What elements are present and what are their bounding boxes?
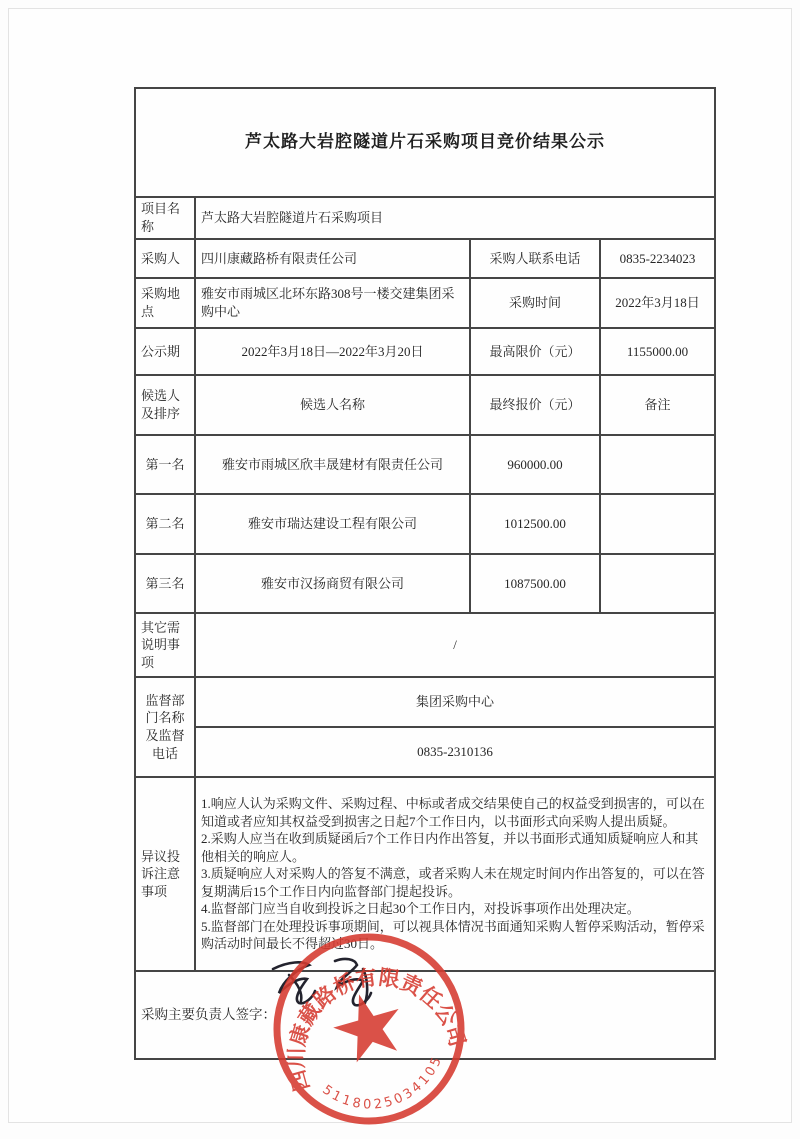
other-notes-value: / xyxy=(195,613,715,677)
title-row xyxy=(135,88,715,197)
max-price-label: 最高限价（元） xyxy=(470,328,600,375)
candidate-price: 1087500.00 xyxy=(470,554,600,613)
buyer-phone-value: 0835-2234023 xyxy=(600,239,715,278)
publicity-label: 公示期 xyxy=(135,328,195,375)
candidate-remark xyxy=(600,554,715,613)
supervision-row-1 xyxy=(135,677,715,727)
location-row xyxy=(135,278,715,328)
supervision-label: 监督部门名称及监督电话 xyxy=(135,677,195,777)
candidate-name: 雅安市雨城区欣丰晟建材有限责任公司 xyxy=(195,435,470,494)
candidate-name: 雅安市瑞达建设工程有限公司 xyxy=(195,494,470,554)
candidate-remark xyxy=(600,494,715,554)
project-name-value: 芦太路大岩腔隧道片石采购项目 xyxy=(195,197,715,239)
buyer-phone-label: 采购人联系电话 xyxy=(470,239,600,278)
buyer-value: 四川康藏路桥有限责任公司 xyxy=(195,239,470,278)
seal-number-text: 5118025034105 xyxy=(319,1052,446,1113)
candidate-row-2 xyxy=(135,494,715,554)
scanned-page xyxy=(8,8,792,1123)
other-notes-row xyxy=(135,613,715,677)
supervision-phone: 0835-2310136 xyxy=(195,727,715,777)
max-price-value: 1155000.00 xyxy=(600,328,715,375)
company-seal xyxy=(264,924,474,1134)
seal-graphic xyxy=(264,924,474,1134)
candidate-header-row xyxy=(135,375,715,435)
candidate-rank-header: 候选人及排序 xyxy=(135,375,195,435)
notice-item: 4.监督部门应当自收到投诉之日起30个工作日内，对投诉事项作出处理决定。 xyxy=(201,901,640,917)
candidate-name-header: 候选人名称 xyxy=(195,375,470,435)
procurement-result-table xyxy=(134,87,716,1060)
candidate-rank: 第一名 xyxy=(135,435,195,494)
notice-item: 1.响应人认为采购文件、采购过程、中标或者成交结果使自己的权益受到损害的，可以在知道或者应知其权益受到损害之日起7个工作日内，以书面形式向采购人提出质疑。 xyxy=(201,796,705,829)
location-label: 采购地点 xyxy=(135,278,195,328)
project-name-label: 项目名称 xyxy=(135,197,195,239)
notice-item: 5.监督部门在处理投诉事项期间，可以视具体情况书面通知采购人暂停采购活动，暂停采购活动时间最长不得超过30日。 xyxy=(201,918,705,952)
location-value: 雅安市雨城区北环东路308号一楼交建集团采购中心 xyxy=(195,278,470,328)
document-title: 芦太路大岩腔隧道片石采购项目竞价结果公示 xyxy=(245,132,605,152)
time-label: 采购时间 xyxy=(470,278,600,328)
notice-item: 3.质疑响应人对采购人的答复不满意，或者采购人未在规定时间内作出答复的，可以在答复期满后15个工作日内向监督部门提起投诉。 xyxy=(201,866,705,899)
supervision-row-2 xyxy=(135,727,715,777)
candidate-rank: 第二名 xyxy=(135,494,195,554)
buyer-row xyxy=(135,239,715,278)
notice-label: 异议投诉注意事项 xyxy=(135,777,195,971)
candidate-row-1 xyxy=(135,435,715,494)
candidate-remark xyxy=(600,435,715,494)
candidate-price: 960000.00 xyxy=(470,435,600,494)
signature-label: 采购主要负责人签字： xyxy=(141,1006,276,1022)
buyer-label: 采购人 xyxy=(135,239,195,278)
candidate-remark-header: 备注 xyxy=(600,375,715,435)
candidate-name: 雅安市汉扬商贸有限公司 xyxy=(195,554,470,613)
notice-item: 2.采购人应当在收到质疑函后7个工作日内作出答复，并以书面形式通知质疑响应人和其他相关的响应人。 xyxy=(201,831,699,864)
candidate-price-header: 最终报价（元） xyxy=(470,375,600,435)
candidate-rank: 第三名 xyxy=(135,554,195,613)
supervision-department: 集团采购中心 xyxy=(195,677,715,727)
seal-company-text: 四川康藏路桥有限责任公司 xyxy=(284,965,470,1094)
publicity-value: 2022年3月18日—2022年3月20日 xyxy=(195,328,470,375)
project-name-row xyxy=(135,197,715,239)
publicity-row xyxy=(135,328,715,375)
candidate-row-3 xyxy=(135,554,715,613)
time-value: 2022年3月18日 xyxy=(600,278,715,328)
other-notes-label: 其它需说明事项 xyxy=(135,613,195,677)
candidate-price: 1012500.00 xyxy=(470,494,600,554)
